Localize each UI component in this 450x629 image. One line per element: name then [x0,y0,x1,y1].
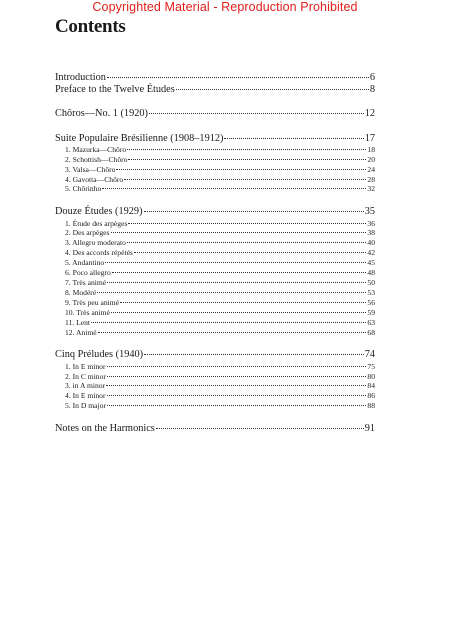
toc-entry-page: 74 [364,349,375,361]
toc-entry-label: 10. Très animé [65,307,110,317]
toc-entry-page: 8 [369,84,375,96]
toc-entry-label: 1. Mazurka—Chôro [65,144,127,154]
toc-entry-page: 53 [367,287,375,297]
dot-leader [134,252,367,253]
toc-entry-page: 88 [367,401,375,411]
toc-entry-page: 38 [367,228,375,238]
toc-entry-page: 17 [364,132,375,144]
toc-entry-label: 4. Gavotta—Chôro [65,174,124,184]
toc-entry-page: 28 [367,174,375,184]
dot-leader [107,376,366,377]
toc-entry-page: 35 [364,206,375,218]
dot-leader [144,211,364,212]
toc-entry-label: 5. In D major [65,401,106,411]
toc-subentry[interactable] [55,372,375,382]
toc-entry-page: 42 [367,248,375,258]
toc-entry-label: 2. Des arpèges [65,228,110,238]
dot-leader [112,272,367,273]
dot-leader [149,113,364,114]
toc-entry-page: 36 [367,218,375,228]
toc-entry-label: Douze Études (1929) [55,206,143,218]
toc-entry-label: 11. Lent [65,317,91,327]
toc-entry-label: 4. In E minor [65,391,106,401]
dot-leader [102,188,366,189]
toc-entry-page: 68 [367,327,375,337]
toc-entry-label: 5. Chôrinho [65,184,102,194]
toc-entry-label: 1. Étude des arpèges [65,218,128,228]
toc-entry-page: 86 [367,391,375,401]
toc-entry-label: 8. Modéré [65,287,97,297]
dot-leader [107,395,367,396]
copyright-watermark: Copyrighted Material - Reproduction Prohibited [92,0,358,14]
toc-entry-page: 50 [367,277,375,287]
dot-leader [111,232,367,233]
toc-entry-label: Preface to the Twelve Études [55,84,175,96]
dot-leader [124,179,366,180]
toc-section-etudes[interactable] [55,206,375,218]
toc-subentry[interactable] [55,258,375,268]
toc-entry-label: 1. In E minor [65,361,106,371]
toc-entry-label: 2. In C minor [65,371,106,381]
toc-subentry[interactable] [55,248,375,258]
toc-subentry[interactable] [55,288,375,298]
toc-section-suite[interactable] [55,133,375,145]
toc-subentry[interactable] [55,391,375,401]
toc-subentry[interactable] [55,155,375,165]
toc-subentry[interactable] [55,362,375,372]
toc-entry-page: 20 [367,154,375,164]
toc-subentry[interactable] [55,175,375,185]
dot-leader [106,385,366,386]
toc-subentry[interactable] [55,165,375,175]
toc-entry-label: 3. in A minor [65,381,106,391]
toc-entry-page: 59 [367,307,375,317]
toc-subentry[interactable] [55,219,375,229]
toc-entry-page: 56 [367,297,375,307]
toc-entry-page: 63 [367,317,375,327]
dot-leader [91,322,366,323]
toc-entry-label: Chôros—No. 1 (1920) [55,108,148,120]
dot-leader [97,292,366,293]
toc-entry-page: 12 [364,108,375,120]
toc-entry-page: 24 [367,164,375,174]
dot-leader [107,282,366,283]
toc-entry-page: 48 [367,268,375,278]
toc-entry-preface[interactable] [55,84,375,96]
toc-entry-page: 18 [367,144,375,154]
toc-entry-page: 91 [364,423,375,435]
toc-entry-page: 84 [367,381,375,391]
toc-entry-page: 75 [367,361,375,371]
dot-leader [111,312,366,313]
toc-entry-label: 7. Très animé [65,277,107,287]
dot-leader [107,366,367,367]
toc-entry-choros[interactable] [55,108,375,120]
toc-entry-label: 3. Valsa—Chôro [65,164,116,174]
dot-leader [127,149,366,150]
toc-entry-label: 5. Andantino [65,258,105,268]
page-title: Contents [55,16,126,37]
dot-leader [144,354,364,355]
dot-leader [128,223,366,224]
toc-subentry[interactable] [55,145,375,155]
toc-subentry[interactable] [55,328,375,338]
toc-entry-label: 3. Allegro moderato [65,238,126,248]
toc-entry-label: Cinq Préludes (1940) [55,349,144,361]
dot-leader [128,159,366,160]
toc-entry-page: 80 [367,371,375,381]
toc-subentry[interactable] [55,318,375,328]
toc-subentry[interactable] [55,278,375,288]
toc-entry-label: 12. Animé [65,327,97,337]
toc-entry-label: 2. Schottish—Chôro [65,154,128,164]
toc-entry-label: Introduction [55,72,106,83]
dot-leader [107,77,369,78]
toc-subentry[interactable] [55,298,375,308]
toc-entry-label: 6. Poco allegro [65,268,111,278]
toc-entry-label: 4. Des accords répétés [65,248,133,258]
toc-entry-introduction[interactable] [55,72,375,84]
toc-subentry[interactable] [55,184,375,194]
toc-entry-label: Suite Populaire Brésilienne (1908–1912) [55,132,224,144]
dot-leader [98,332,367,333]
toc-subentry[interactable] [55,308,375,318]
toc-entry-label: Notes on the Harmonics [55,423,155,435]
toc-subentry[interactable] [55,401,375,411]
toc-subentry[interactable] [55,268,375,278]
toc-subentry[interactable] [55,381,375,391]
toc-entry-page: 45 [367,258,375,268]
dot-leader [127,242,366,243]
toc-entry-page: 6 [369,72,375,83]
dot-leader [176,89,369,90]
dot-leader [224,138,363,139]
dot-leader [105,262,366,263]
toc-entry-harmonics[interactable] [55,423,375,435]
dot-leader [107,405,366,406]
toc-section-preludes[interactable] [55,349,375,361]
dot-leader [116,169,366,170]
toc-subentry[interactable] [55,228,375,238]
table-of-contents [55,72,375,435]
toc-subentry[interactable] [55,238,375,248]
toc-entry-label: 9. Très peu animé [65,297,119,307]
toc-entry-page: 32 [367,184,375,194]
toc-entry-page: 40 [367,238,375,248]
dot-leader [120,302,366,303]
dot-leader [156,428,364,429]
